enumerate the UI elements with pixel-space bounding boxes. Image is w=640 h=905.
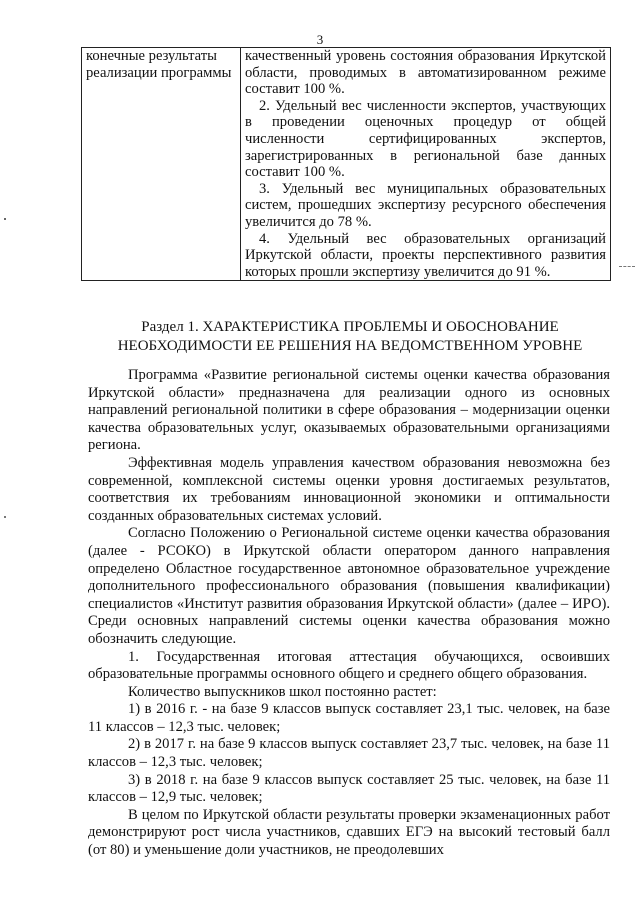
table-item-1: качественный уровень состояния образования Иркутской области, проводимых в автоматизированном режиме составит 100 %.: [245, 48, 606, 98]
paragraph: Эффективная модель управления качеством образования невозможна без современной, комплексной системы оценки уровня достигаемых результатов, соответствия их требованиям инновационной экономики и оптимальности созданных образовательных системах условий.: [88, 454, 610, 524]
results-table: [81, 47, 611, 281]
margin-tick: [619, 266, 635, 268]
paragraph: 1. Государственная итоговая аттестация обучающихся, освоивших образовательные программы основного общего и среднего общего образования.: [88, 648, 610, 683]
table-item-3: 3. Удельный вес муниципальных образовательных систем, прошедших экспертизу ресурсного обеспечения увеличится до 78 %.: [245, 180, 606, 230]
paragraph: Программа «Развитие региональной системы оценки качества образования Иркутской области» предназначена для реализации одного из основных направлений региональной политики в сфере образования – модернизации оценки качества образовательных услуг, оказываемых образовательными организациями региона.: [88, 367, 610, 454]
margin-dot: [4, 218, 6, 220]
section-title: [100, 318, 600, 356]
margin-dot: [4, 516, 6, 518]
section-title-line: НЕОБХОДИМОСТИ ЕЕ РЕШЕНИЯ НА ВЕДОМСТВЕННОМ УРОВНЕ: [117, 338, 583, 354]
paragraph: 2) в 2017 г. на базе 9 классов выпуск составляет 23,7 тыс. человек, на базе 11 классов – 12,3 тыс. человек;: [88, 736, 610, 771]
paragraph: 3) в 2018 г. на базе 9 классов выпуск составляет 25 тыс. человек, на базе 11 классов – 12,9 тыс. человек;: [88, 771, 610, 806]
paragraph: 1) в 2016 г. - на базе 9 классов выпуск составляет 23,1 тыс. человек, на базе 11 классов – 12,3 тыс. человек;: [88, 701, 610, 735]
paragraph: Согласно Положению о Региональной системе оценки качества образования (далее - РСОКО) в Иркутской области оператором данного направления определено Областное государственное автономное образовательное учреждение дополнительного профессионального образования (повышения квалификации) специалистов «Институт развития образования Иркутской области» (далее – ИРО). Среди основных направлений системы оценки качества образования можно обозначить следующие.: [88, 525, 610, 647]
table-item-4: 4. Удельный вес образовательных организаций Иркутской области, проекты перспективного развития которых прошли экспертизу увеличится до 91 %.: [245, 230, 606, 280]
table-row: [82, 48, 611, 281]
table-cell-label: конечные результаты реализации программы: [82, 48, 241, 281]
table-cell-content: [241, 48, 611, 281]
body-text: [88, 367, 610, 860]
page-number: 3: [316, 32, 324, 47]
paragraph: Количество выпускников школ постоянно растет:: [128, 683, 437, 700]
section-title-line: Раздел 1. ХАРАКТЕРИСТИКА ПРОБЛЕМЫ И ОБОСНОВАНИЕ: [141, 319, 559, 335]
table-item-2: 2. Удельный вес численности экспертов, участвующих в проведении оценочных процедур от общей численности сертифицированных экспертов, зарегистрированных в региональной базе данных составит 100 %.: [245, 97, 606, 181]
paragraph: В целом по Иркутской области результаты проверки экзаменационных работ демонстрируют рост числа участников, сдавших ЕГЭ на высокий тестовый балл (от 80) и уменьшение доли участников, не преодолевших: [88, 806, 610, 859]
